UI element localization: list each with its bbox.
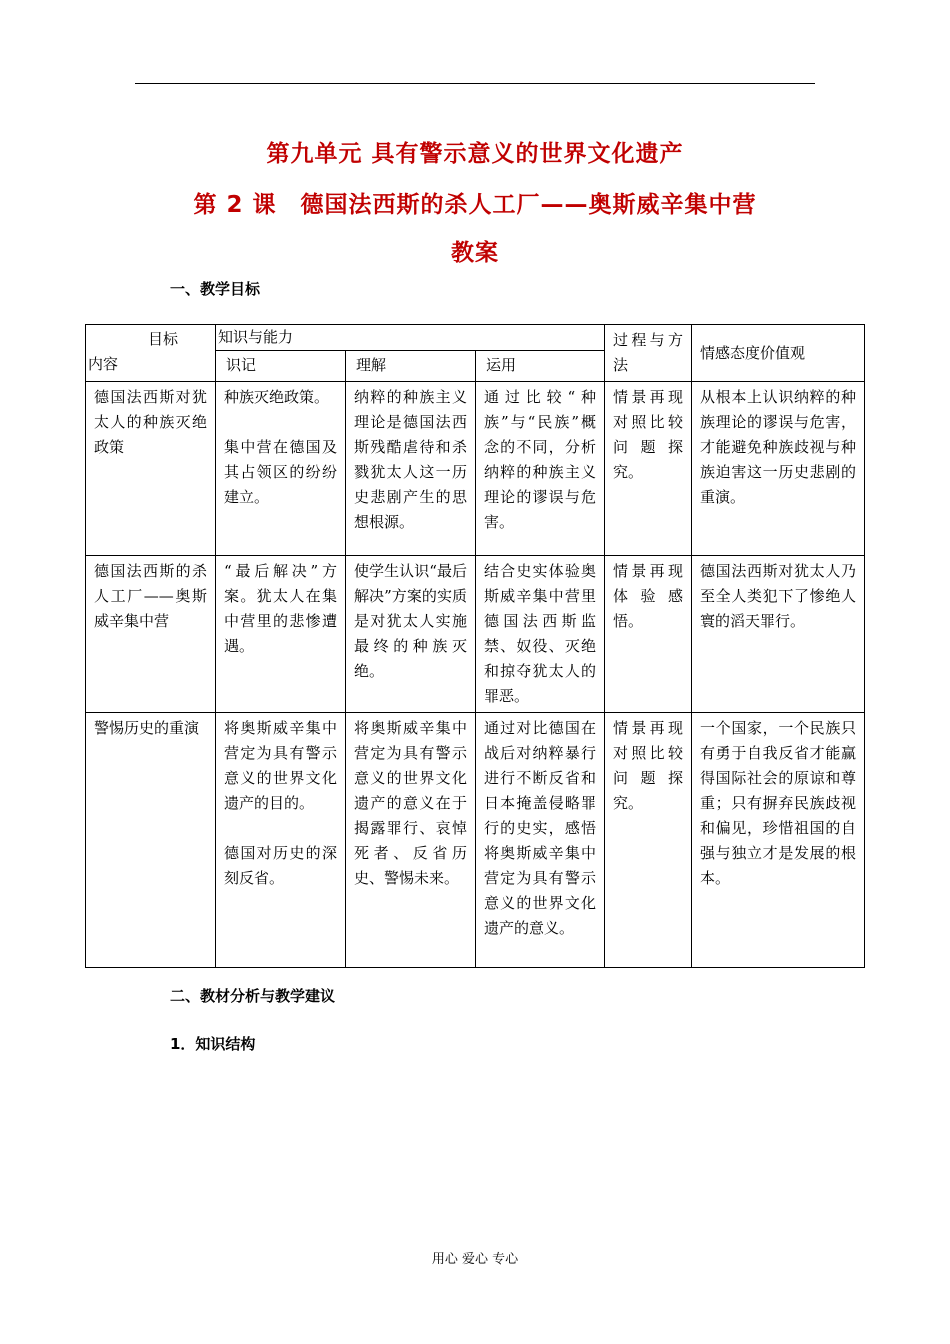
table-row: [86, 382, 865, 556]
row-emotion: 德国法西斯对犹太人乃至全人类犯下了惨绝人寰的滔天罪行。: [692, 556, 865, 713]
header-rule: [135, 83, 815, 84]
memory-point: 德国对历史的深刻反省。: [224, 844, 337, 887]
row-process: 情景再现对照比较问题探究。: [605, 382, 692, 556]
row-content: 德国法西斯对犹太人的种族灭绝政策: [86, 382, 216, 556]
row-understand: 将奥斯威辛集中营定为具有警示意义的世界文化遗产的意义在于揭露罪行、哀悼死者、反省历史、警惕未来。: [346, 713, 476, 968]
row-apply: 结合史实体验奥斯威辛集中营里德国法西斯监禁、奴役、灭绝和掠夺犹太人的罪恶。: [476, 556, 605, 713]
unit-title: 第九单元 具有警示意义的世界文化遗产: [266, 141, 684, 167]
row-emotion: 从根本上认识纳粹的种族理论的谬误与危害，才能避免种族歧视与种族迫害这一历史悲剧的重演。: [692, 382, 865, 556]
memory-point: 种族灭绝政策。: [224, 388, 330, 406]
section-heading-goals: 一、教学目标: [170, 280, 261, 298]
header-apply: 运用: [476, 351, 605, 382]
doc-type-title: 教案: [451, 240, 499, 266]
corner-label-goal: 目标: [148, 330, 179, 348]
header-process-method: 过程与方法: [605, 325, 692, 382]
row-process: 情景再现体验感悟。: [605, 556, 692, 713]
memory-point: 集中营在德国及其占领区的纷纷建立。: [224, 438, 337, 506]
subsection-heading-structure: 1．知识结构: [170, 1035, 256, 1053]
header-memory: 识记: [216, 351, 346, 382]
row-content: 警惕历史的重演: [86, 713, 216, 968]
row-memory: [216, 713, 346, 968]
row-memory: “最后解决”方案。犹太人在集中营里的悲惨遭遇。: [216, 556, 346, 713]
header-understand: 理解: [346, 351, 476, 382]
page-footer: 用心 爱心 专心: [431, 1252, 519, 1267]
corner-label-content: 内容: [88, 355, 119, 373]
table-row: [86, 713, 865, 968]
row-emotion: 一个国家，一个民族只有勇于自我反省才能赢得国际社会的原谅和尊重；只有摒弃民族歧视和偏见，珍惜祖国的自强与独立才是发展的根本。: [692, 713, 865, 968]
row-memory: [216, 382, 346, 556]
row-process: 情景再现对照比较问题探究。: [605, 713, 692, 968]
section-heading-analysis: 二、教材分析与教学建议: [170, 987, 336, 1005]
row-understand: 纳粹的种族主义理论是德国法西斯残酷虐待和杀戮犹太人这一历史悲剧产生的思想根源。: [346, 382, 476, 556]
table-row: [86, 556, 865, 713]
row-apply: 通过对比德国在战后对纳粹暴行进行不断反省和日本掩盖侵略罪行的史实，感悟将奥斯威辛集中营定为具有警示意义的世界文化遗产的意义。: [476, 713, 605, 968]
row-apply: 通过比较“种族”与“民族”概念的不同，分析纳粹的种族主义理论的谬误与危害。: [476, 382, 605, 556]
teaching-goals-table: [85, 324, 865, 968]
header-corner-cell: [86, 325, 216, 382]
memory-point: 将奥斯威辛集中营定为具有警示意义的世界文化遗产的目的。: [224, 719, 337, 812]
lesson-title: 第 2 课 德国法西斯的杀人工厂——奥斯威辛集中营: [193, 192, 757, 218]
header-knowledge-ability: 知识与能力: [216, 325, 605, 351]
row-understand: 使学生认识“最后解决”方案的实质是对犹太人实施最终的种族灭绝。: [346, 556, 476, 713]
row-content: 德国法西斯的杀人工厂——奥斯威辛集中营: [86, 556, 216, 713]
header-emotion-values: 情感态度价值观: [692, 325, 865, 382]
